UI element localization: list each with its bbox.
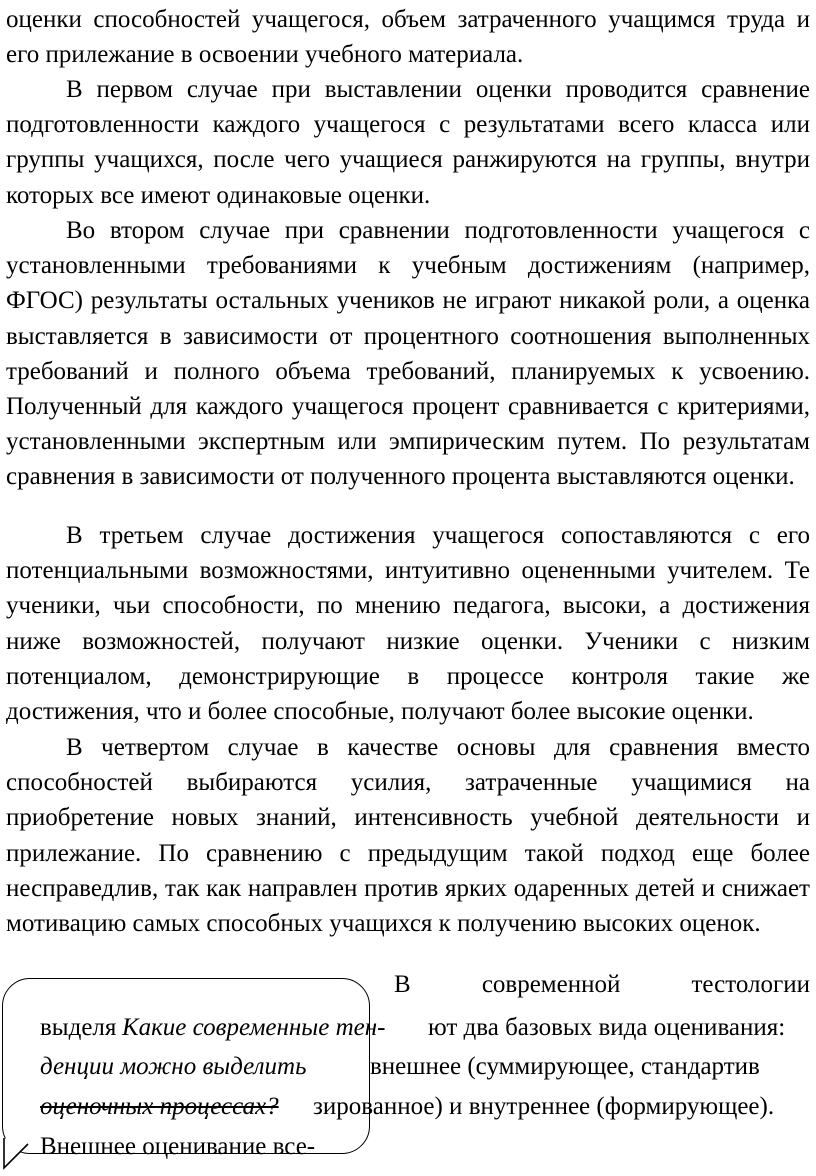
vydelya-text: выделя (40, 1014, 117, 1041)
paragraph-intro: оценки способностей учащегося, объем затраченного учащимся труда и его прилежание в освоении учебного материала. (6, 6, 810, 69)
paragraph-second-case: Во втором случае при сравнении подготовленности учащегося с установленными требованиями к учебным достижениям (например, ФГОС) результаты остальных учеников не играют никакой роли, а оценка выставляется в зависимости от процентного соотношения выполненных требований и полного объема требований, планируемых к усвоению. Полученный для каждого учащегося процент сравнивается с критериями, установленными экспертным или эмпирическим путем. По результатам сравнения в зависимости от полученного процента выставляются оценки. (6, 217, 810, 491)
word-sovremennoy: современной (481, 971, 621, 998)
word-testologii: тестологии (691, 971, 810, 998)
word-v: В (394, 971, 411, 998)
testology-line (394, 967, 810, 1002)
two-types-line: ют два базовых вида оценивания: (428, 1014, 786, 1041)
callout-tail-icon (2, 1138, 42, 1174)
external-assessment-line: внешнее (суммирующее, стандартив (370, 1053, 760, 1080)
paragraph-third-case: В третьем случае достижения учащегося сопоставляются с его потенциальными возможностями, интуитивно оцененными учителем. Те ученики, чьи способности, по мнению педагога, высоки, а достижения ниже возможностей, получают низкие оценки. Ученики с низким потенциалом, демонстрирующие в процессе контроля такие же достижения, что и более способные, получают более высокие оценки. (6, 522, 810, 726)
standardized-line: зированное) и внутреннее (формирующее). (313, 1093, 775, 1120)
external-assessment-all-line: Внешнее оценивание все- (40, 1133, 316, 1160)
paragraph-first-case: В первом случае при выставлении оценки проводится сравнение подготовленности каждого учащегося с результатами всего класса или группы учащихся, после чего учащиеся ранжируются на группы, внутри которых все имеют одинаковые оценки. (6, 76, 810, 209)
callout-question-line-2: денции можно выделить (40, 1053, 307, 1080)
callout-question-line-3: оценочных процессах? (40, 1093, 279, 1120)
callout-question-line-1: Какие современные тен- (122, 1014, 386, 1041)
paragraph-fourth-case: В четвертом случае в качестве основы для сравнения вместо способностей выбираются усилия, затраченные учащимися на приобретение новых знаний, интенсивность учебной деятельности и прилежание. По сравнению с предыдущим такой подход еще более несправедлив, так как направлен против ярких одаренных детей и снижает мотивацию самых способных учащихся к получению высоких оценок. (6, 734, 810, 938)
